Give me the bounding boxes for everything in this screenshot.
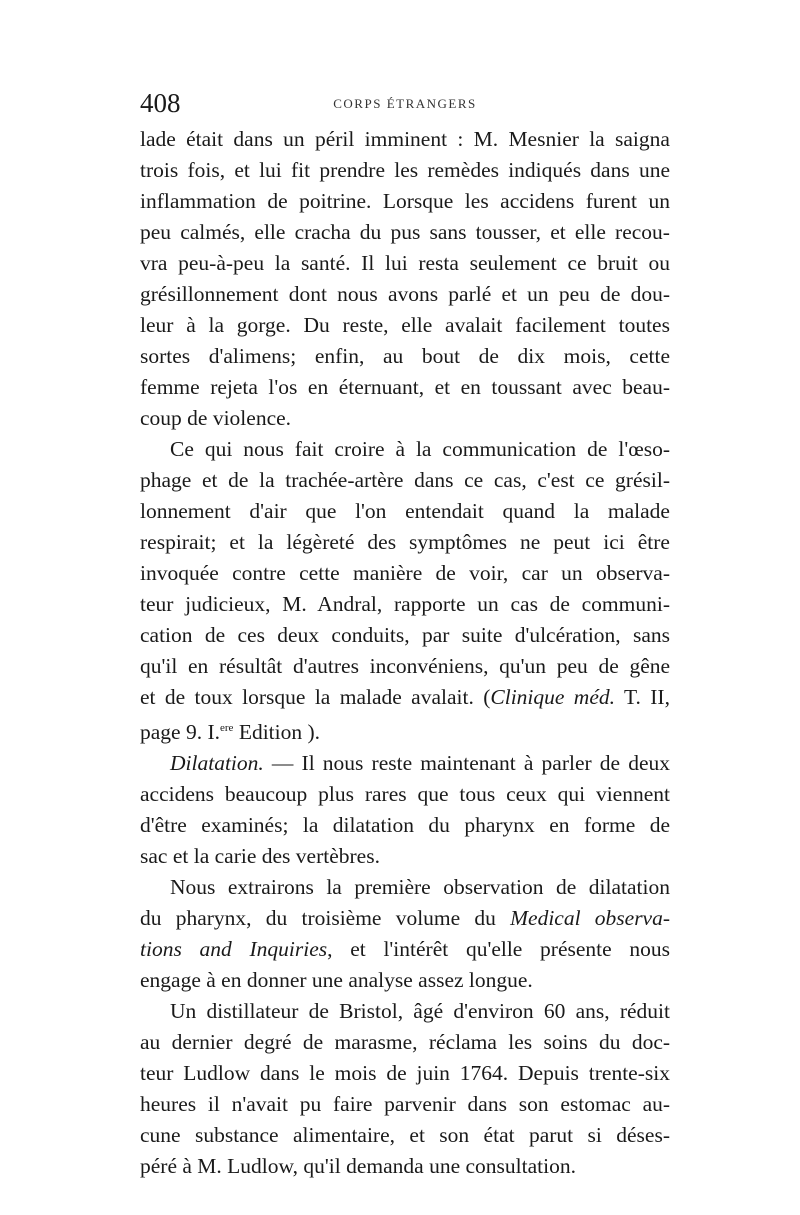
text-line: phage et de la trachée-artère dans ce cas, c'est ce grésil- — [140, 468, 670, 492]
text-line: cune substance alimentaire, et son état parut si déses- — [140, 1123, 670, 1148]
text-line: invoquée contre cette manière de voir, car un observa- — [140, 561, 670, 585]
paragraph-1 — [140, 124, 670, 434]
text-line — [140, 682, 670, 713]
text-fragment: — Il nous reste maintenant à parler de deux — [263, 751, 671, 776]
text-line: lade était dans un péril imminent : M. Mesnier la saigna — [140, 127, 670, 151]
paragraph-4 — [140, 872, 670, 996]
section-run-in-heading: Dilatation. — [170, 751, 264, 776]
journal-title: Medical observa- — [510, 906, 671, 931]
text-line: peu calmés, elle cracha du pus sans tousser, et elle recou- — [140, 220, 670, 244]
paragraph-2 — [140, 434, 670, 748]
text-line: Nous extrairons la première observation de dilatation — [170, 875, 670, 900]
text-fragment: T. II, — [615, 685, 670, 709]
text-line — [140, 934, 670, 965]
text-line: femme rejeta l'os en éternuant, et en toussant avec beau- — [140, 375, 670, 399]
superscript: ere — [220, 722, 234, 734]
paragraph-3 — [140, 748, 670, 872]
text-line: sortes d'alimens; enfin, au bout de dix mois, cette — [140, 344, 670, 368]
page-header — [140, 88, 670, 124]
text-line: lonnement d'air que l'on entendait quand la malade — [140, 499, 670, 523]
text-line: qu'il en résultât d'autres inconvéniens, qu'un peu de gêne — [140, 654, 671, 678]
text-fragment: page 9. I. — [140, 720, 220, 745]
citation-title: Clinique méd. — [490, 685, 615, 709]
text-line: Ce qui nous fait croire à la communication de l'œso- — [170, 437, 671, 461]
text-line: leur à la gorge. Du reste, elle avalait facilement toutes — [140, 313, 670, 337]
text-line: vra peu-à-peu la santé. Il lui resta seulement ce bruit ou — [140, 251, 670, 275]
text-fragment: du pharynx, du troisième volume du — [140, 906, 511, 931]
text-line: heures il n'avait pu faire parvenir dans son estomac au- — [140, 1092, 671, 1117]
text-line: teur Ludlow dans le mois de juin 1764. Depuis trente-six — [140, 1061, 670, 1086]
text-line — [140, 903, 670, 934]
text-line: trois fois, et lui fit prendre les remèdes indiqués dans une — [140, 158, 670, 182]
paragraph-5 — [140, 996, 670, 1182]
text-line: grésillonnement dont nous avons parlé et un peu de dou- — [140, 282, 671, 306]
text-line: au dernier degré de marasme, réclama les soins du doc- — [140, 1030, 671, 1055]
text-line: cation de ces deux conduits, par suite d'ulcération, sans — [140, 623, 671, 647]
text-line — [140, 713, 670, 748]
text-line: respirait; et la légèreté des symptômes ne peut ici être — [140, 530, 670, 554]
page-number: 408 — [140, 88, 181, 118]
text-line: coup de violence. — [140, 406, 292, 430]
text-line — [140, 748, 670, 779]
text-line: Un distillateur de Bristol, âgé d'environ 60 ans, réduit — [170, 999, 670, 1024]
text-fragment: , et l'intérêt qu'elle présente nous — [327, 937, 671, 962]
text-line: engage à en donner une analyse assez longue. — [140, 968, 533, 993]
body-text — [140, 124, 670, 1182]
running-title: CORPS ÉTRANGERS — [333, 96, 477, 111]
text-line: accidens beaucoup plus rares que tous ceux qui viennent — [140, 782, 670, 807]
text-fragment: Edition ). — [233, 720, 321, 745]
text-line: sac et la carie des vertèbres. — [140, 844, 380, 869]
text-line: d'être examinés; la dilatation du pharynx en forme de — [140, 813, 670, 838]
journal-title: tions and Inquiries — [140, 937, 328, 962]
text-line: inflammation de poitrine. Lorsque les accidens furent un — [140, 189, 671, 213]
text-line: teur judicieux, M. Andral, rapporte un cas de communi- — [140, 592, 670, 616]
text-line: péré à M. Ludlow, qu'il demanda une consultation. — [140, 1154, 576, 1179]
text-fragment: et de toux lorsque la malade avalait. ( — [140, 685, 491, 709]
